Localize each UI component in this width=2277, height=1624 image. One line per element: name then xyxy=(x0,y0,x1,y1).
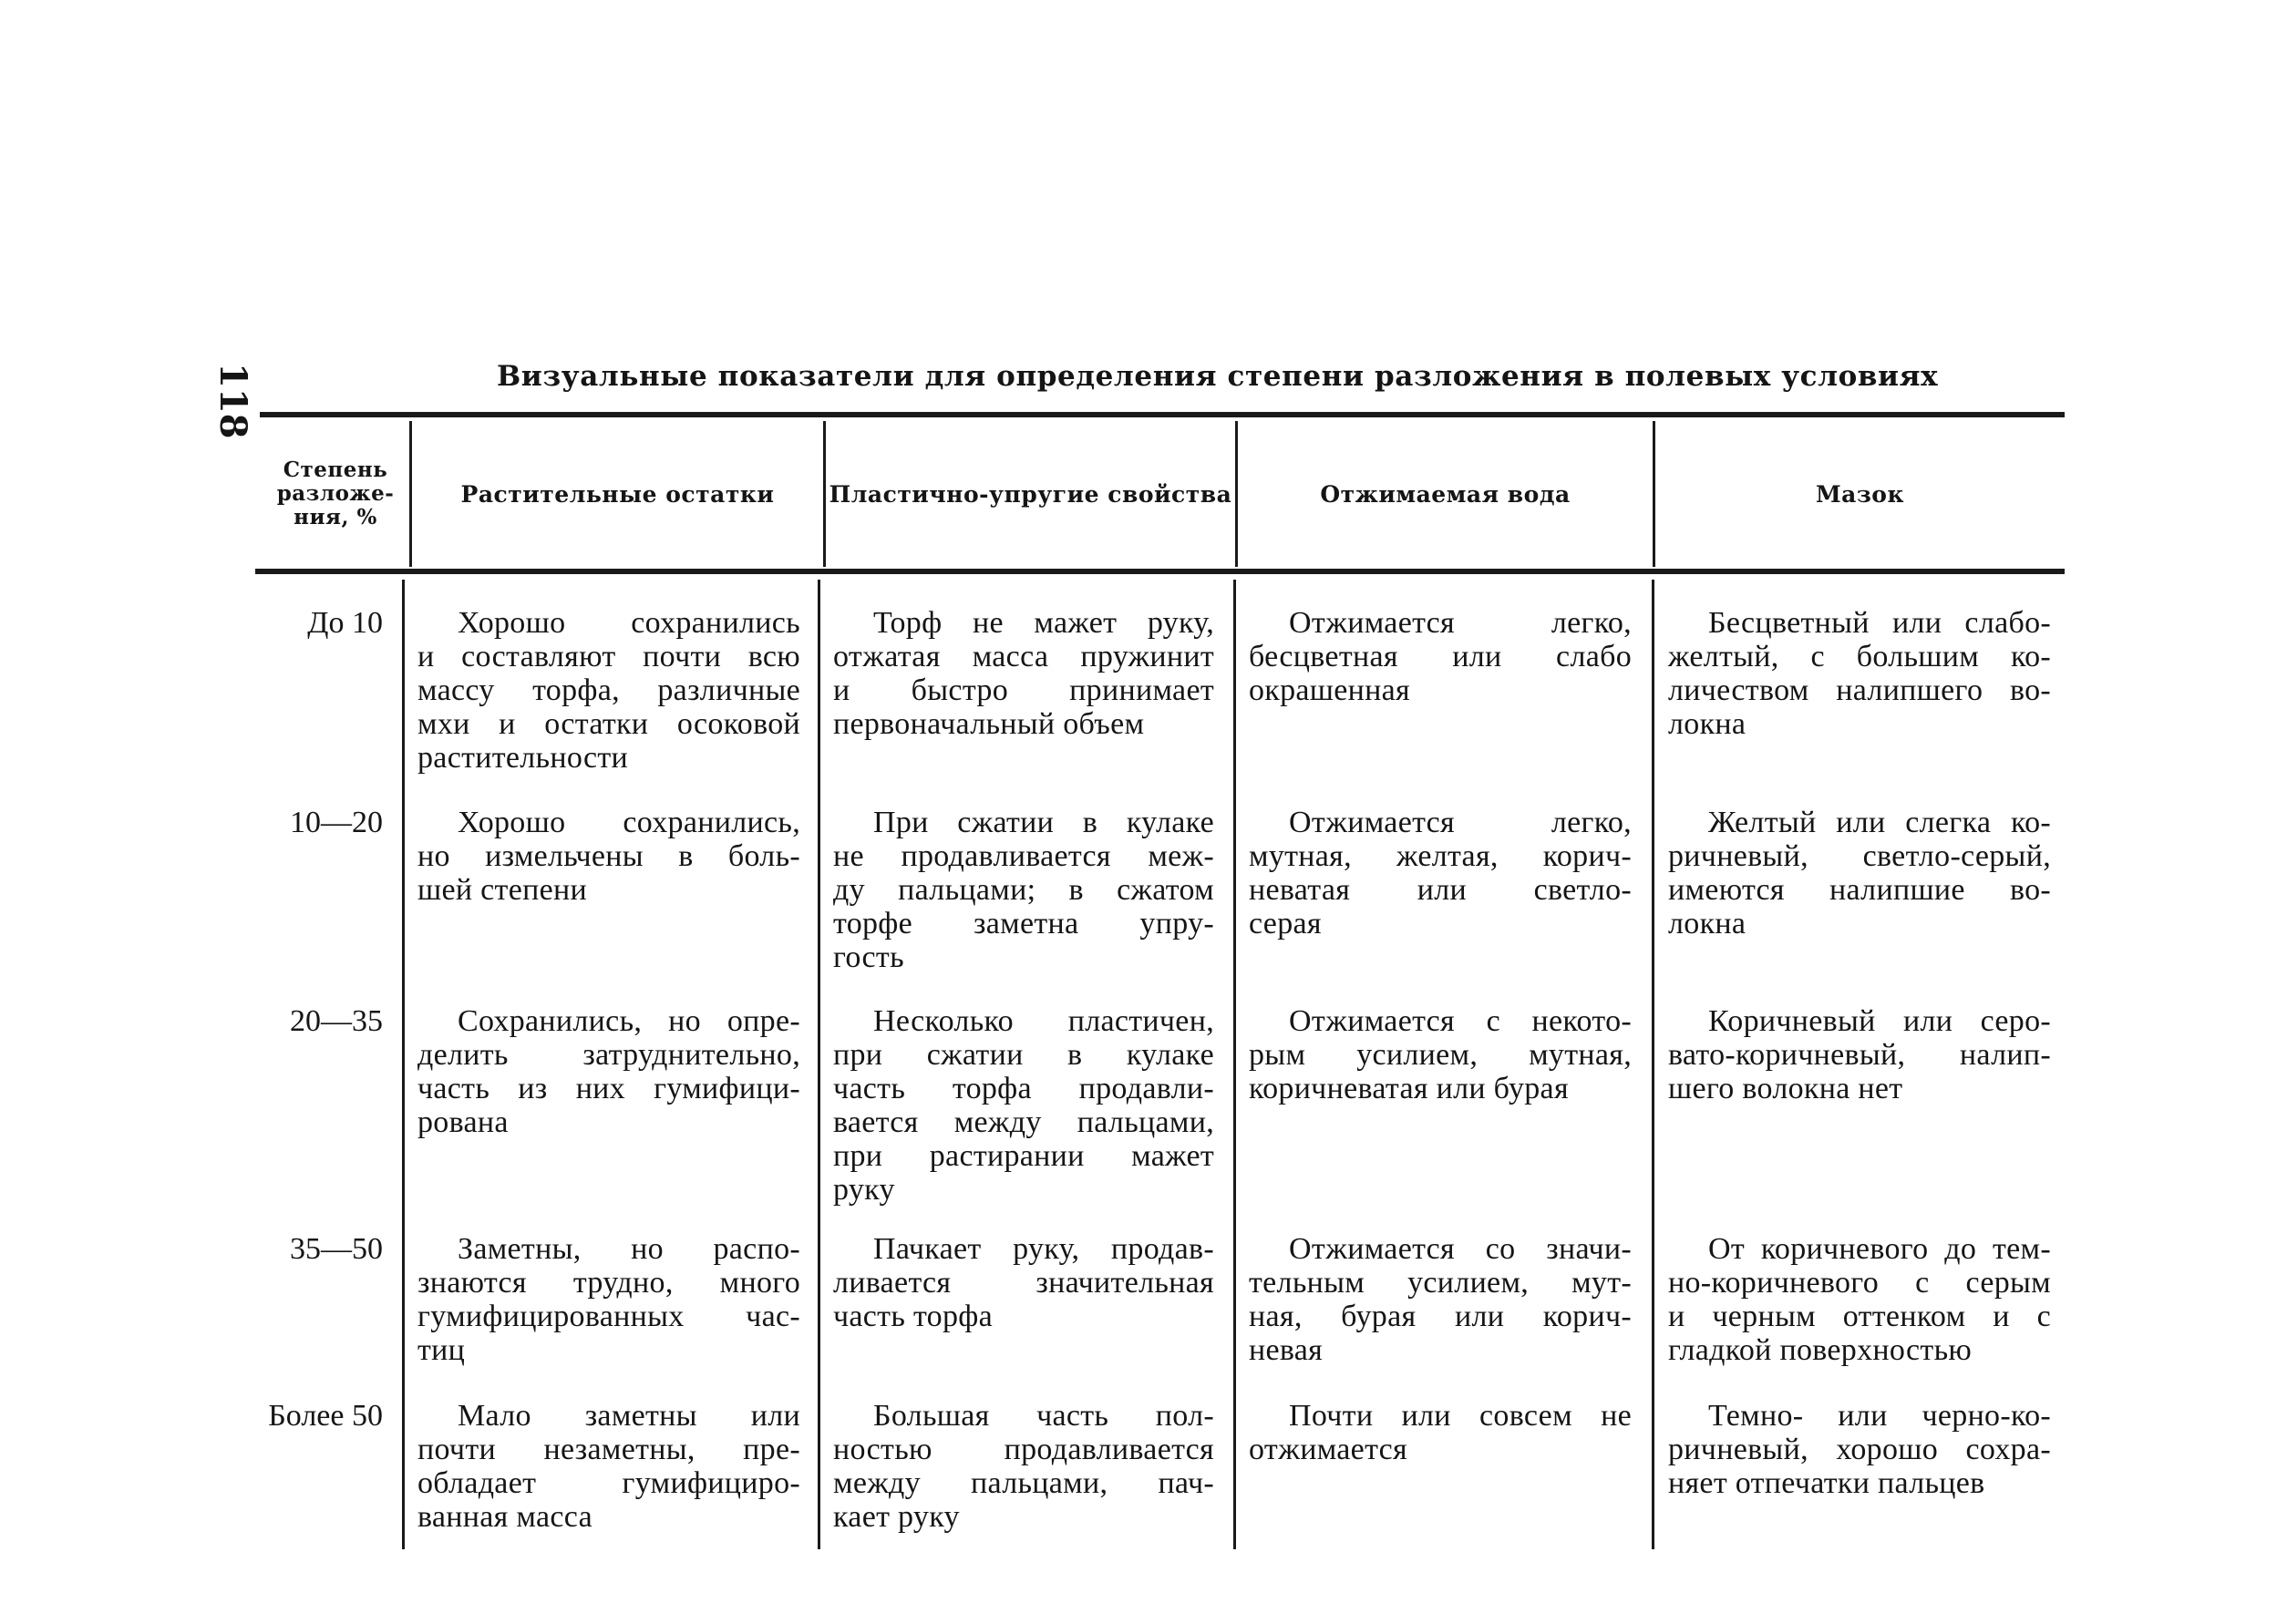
cell-smear xyxy=(1668,1232,2051,1367)
cell-line: Большая часть пол- xyxy=(873,1399,1214,1433)
cell-line: гость xyxy=(833,940,904,974)
cell-line: шей степени xyxy=(417,873,587,907)
table-title: Визуальные показатели для определения степени разложения в полевых условиях xyxy=(497,360,1939,393)
cell-line: От коричневого до тем- xyxy=(1708,1232,2051,1266)
cell-line: отжатая масса пружинит xyxy=(833,640,1214,673)
cell-line: вается между пальцами, xyxy=(833,1105,1214,1139)
cell-line: серая xyxy=(1249,907,1322,940)
cell-line: Отжимается легко, xyxy=(1289,606,1632,640)
cell-line: мхи и остатки осоковой xyxy=(417,707,800,741)
cell-plant-remains xyxy=(417,1232,800,1367)
cell-line: тельным усилием, мут- xyxy=(1249,1266,1632,1300)
cell-smear xyxy=(1668,1004,2051,1105)
cell-line: часть из них гумифици- xyxy=(417,1072,800,1105)
cell-degree: До 10 xyxy=(307,606,383,640)
cell-plant-remains xyxy=(417,606,800,775)
cell-line: знаются трудно, много xyxy=(417,1266,800,1300)
cell-line: Коричневый или серо- xyxy=(1708,1004,2051,1038)
header-degree-line: ния, % xyxy=(294,505,377,529)
body-divider-1 xyxy=(402,580,405,1549)
cell-line: Отжимается со значи- xyxy=(1289,1232,1632,1266)
cell-squeezed-water xyxy=(1249,1399,1632,1466)
cell-line: и быстро принимает xyxy=(833,673,1214,707)
cell-line: гумифицированных час- xyxy=(417,1300,800,1333)
cell-smear xyxy=(1668,606,2051,741)
cell-degree: 35—50 xyxy=(290,1232,383,1266)
header-plant-remains: Растительные остатки xyxy=(460,480,775,508)
cell-line: торфе заметна упру- xyxy=(833,907,1214,940)
cell-line: няет отпечатки пальцев xyxy=(1668,1466,1985,1500)
cell-line: тиц xyxy=(417,1333,466,1367)
header-degree-line: разложе- xyxy=(276,481,395,506)
cell-line: кает руку xyxy=(833,1500,960,1534)
cell-line: ду пальцами; в сжатом xyxy=(833,873,1214,907)
cell-plastic-elastic xyxy=(833,1232,1214,1333)
cell-line: массу торфа, различные xyxy=(417,673,800,707)
cell-line: не продавливается меж- xyxy=(833,839,1214,873)
cell-line: при сжатии в кулаке xyxy=(833,1038,1214,1072)
cell-line: ливается значительная xyxy=(833,1266,1214,1300)
cell-line: коричневатая или бурая xyxy=(1249,1072,1569,1105)
cell-line: ричневый, хорошо сохра- xyxy=(1668,1433,2051,1466)
cell-line: Хорошо сохранились, xyxy=(458,806,800,839)
cell-line: делить затруднительно, xyxy=(417,1038,800,1072)
cell-line: ностью продавливается xyxy=(833,1433,1214,1466)
cell-line: Хорошо сохранились xyxy=(458,606,800,640)
cell-line: бесцветная или слабо xyxy=(1249,640,1632,673)
cell-line: окрашенная xyxy=(1249,673,1411,707)
cell-squeezed-water xyxy=(1249,1232,1632,1367)
cell-line: растительности xyxy=(417,741,629,775)
header-degree xyxy=(257,421,414,567)
body-divider-4 xyxy=(1652,580,1654,1549)
cell-line: ванная масса xyxy=(417,1500,592,1534)
cell-line: первоначальный объем xyxy=(833,707,1145,741)
cell-line: ричневый, светло-серый, xyxy=(1668,839,2051,873)
cell-smear xyxy=(1668,1399,2051,1500)
header-squeezed-water: Отжимаемая вода xyxy=(1320,480,1571,508)
cell-line: желтый, с большим ко- xyxy=(1668,640,2051,673)
cell-line: отжимается xyxy=(1249,1433,1407,1466)
body-divider-3 xyxy=(1233,580,1236,1549)
cell-line: мутная, желтая, корич- xyxy=(1249,839,1632,873)
cell-line: и составляют почти всю xyxy=(417,640,800,673)
cell-line: Бесцветный или слабо- xyxy=(1708,606,2051,640)
cell-plant-remains xyxy=(417,1399,800,1534)
cell-degree: 20—35 xyxy=(290,1004,383,1038)
cell-plastic-elastic xyxy=(833,1004,1214,1207)
cell-line: часть торфа продавли- xyxy=(833,1072,1214,1105)
cell-line: Сохранились, но опре- xyxy=(458,1004,800,1038)
page-number: 118 xyxy=(211,363,254,439)
cell-line: неватая или светло- xyxy=(1249,873,1632,907)
cell-line: Отжимается с некото- xyxy=(1289,1004,1632,1038)
cell-line: Пачкает руку, продав- xyxy=(873,1232,1214,1266)
cell-line: Отжимается легко, xyxy=(1289,806,1632,839)
cell-line: рым усилием, мутная, xyxy=(1249,1038,1632,1072)
header-plastic-elastic: Пластично-упругие свойства xyxy=(829,480,1232,508)
cell-squeezed-water xyxy=(1249,606,1632,707)
cell-line: и черным оттенком и с xyxy=(1668,1300,2051,1333)
cell-plastic-elastic xyxy=(833,1399,1214,1534)
cell-line: вато-коричневый, налип- xyxy=(1668,1038,2051,1072)
cell-line: Торф не мажет руку, xyxy=(873,606,1214,640)
cell-line: Заметны, но распо- xyxy=(458,1232,800,1266)
header-smear: Мазок xyxy=(1815,480,1905,508)
cell-plant-remains xyxy=(417,1004,800,1139)
cell-line: часть торфа xyxy=(833,1300,993,1333)
cell-plant-remains xyxy=(417,806,800,907)
cell-line: между пальцами, пач- xyxy=(833,1466,1214,1500)
cell-line: руку xyxy=(833,1173,895,1207)
cell-line: но измельчены в боль- xyxy=(417,839,800,873)
cell-line: Темно- или черно-ко- xyxy=(1708,1399,2051,1433)
cell-line: невая xyxy=(1249,1333,1324,1367)
cell-line: Почти или совсем не xyxy=(1289,1399,1632,1433)
cell-line: локна xyxy=(1668,707,1746,741)
header-degree-line: Степень xyxy=(283,457,388,482)
cell-degree: 10—20 xyxy=(290,806,383,839)
cell-smear xyxy=(1668,806,2051,940)
cell-line: ная, бурая или корич- xyxy=(1249,1300,1632,1333)
cell-line: При сжатии в кулаке xyxy=(873,806,1214,839)
body-divider-2 xyxy=(818,580,820,1549)
cell-line: но-коричневого с серым xyxy=(1668,1266,2051,1300)
cell-plastic-elastic xyxy=(833,806,1214,974)
cell-line: при растирании мажет xyxy=(833,1139,1214,1173)
cell-line: личеством налипшего во- xyxy=(1668,673,2051,707)
cell-line: Мало заметны или xyxy=(458,1399,800,1433)
header-bottom-rule xyxy=(255,569,2065,574)
cell-line: почти незаметны, пре- xyxy=(417,1433,800,1466)
cell-line: Желтый или слегка ко- xyxy=(1708,806,2051,839)
cell-degree: Более 50 xyxy=(268,1399,383,1433)
cell-line: обладает гумифициро- xyxy=(417,1466,800,1500)
cell-line: Несколько пластичен, xyxy=(873,1004,1214,1038)
cell-squeezed-water xyxy=(1249,806,1632,940)
cell-line: рована xyxy=(417,1105,509,1139)
table-top-rule xyxy=(260,412,2065,417)
cell-line: гладкой поверхностью xyxy=(1668,1333,1973,1367)
cell-line: шего волокна нет xyxy=(1668,1072,1903,1105)
cell-squeezed-water xyxy=(1249,1004,1632,1105)
cell-plastic-elastic xyxy=(833,606,1214,741)
cell-line: имеются налипшие во- xyxy=(1668,873,2051,907)
cell-line: локна xyxy=(1668,907,1746,940)
